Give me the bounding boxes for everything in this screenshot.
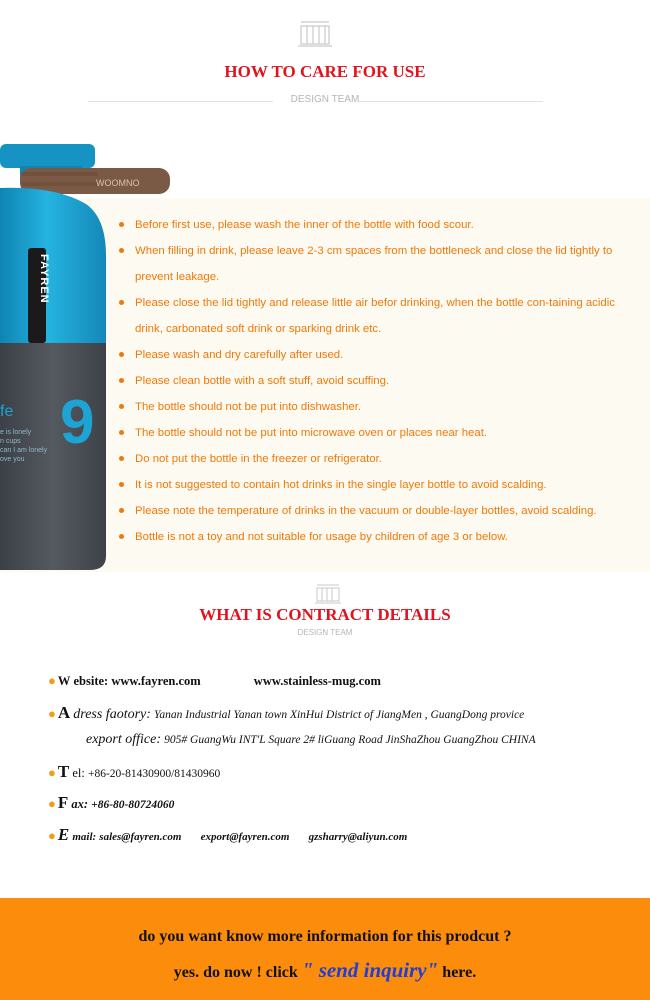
care-item: Please note the temperature of drinks in the vacuum or double-layer bottles, avoid scalding. (117, 498, 647, 524)
email-row (48, 825, 648, 845)
bullet-dot: ● (48, 706, 56, 721)
email-letter: E (57, 825, 70, 844)
fax-label: ax: (71, 797, 89, 811)
footer-banner (0, 898, 650, 1000)
body-text: fe (0, 403, 14, 420)
care-item: Please clean bottle with a soft stuff, avoid scuffing. (117, 368, 647, 394)
email-value[interactable]: export@fayren.com (200, 831, 290, 843)
care-item: It is not suggested to contain hot drinks in the single layer bottle to avoid scalding. (117, 472, 647, 498)
body-line: can I am lonely (0, 447, 48, 454)
care-item: The bottle should not be put into microwave oven or places near heat. (117, 420, 647, 446)
strap-text: WOOMNO (96, 178, 140, 188)
design-team-label: DESIGN TEAM (290, 94, 360, 105)
export-value: 905# GuangWu INT'L Square 2# liGuang Road JinShaZhou GuangZhou CHINA (164, 734, 536, 746)
email-value[interactable]: gzsharry@aliyun.com (308, 831, 408, 843)
cta-suffix: here. (442, 964, 477, 981)
address-letter: A (57, 703, 71, 722)
care-item: Please close the lid tightly and release little air befor drinking, when the bottle con-taining acidic (117, 290, 647, 316)
brand-text: FAYREN (38, 254, 50, 304)
cta-prefix: yes. do now ! click (173, 964, 298, 981)
bullet-dot: ● (48, 765, 56, 780)
care-item-continuation: drink, carbonated soft drink or sparking drink etc. (135, 323, 382, 335)
care-title: HOW TO CARE FOR USE (224, 62, 426, 81)
badge-text: 9 (60, 388, 95, 457)
fax-value: +86-80-80724060 (91, 799, 175, 811)
footer-cta (0, 958, 650, 983)
building-logo-icon (297, 18, 333, 48)
care-list (117, 212, 647, 550)
website-letter: W (57, 674, 71, 688)
care-item: When filling in drink, please leave 2-3 cm spaces from the bottleneck and close the lid tightly to (117, 238, 647, 264)
care-item: Do not put the bottle in the freezer or refrigerator. (117, 446, 647, 472)
address-label: dress faotory: (73, 707, 151, 722)
care-item-continuation: prevent leakage. (135, 271, 220, 283)
care-item: Before first use, please wash the inner of the bottle with food scour. (117, 212, 647, 238)
email-value[interactable]: sales@fayren.com (99, 831, 182, 843)
send-inquiry-link[interactable]: " send inquiry" (301, 958, 439, 982)
contact-title: WHAT IS CONTRACT DETAILS (199, 605, 451, 624)
export-office-row (86, 732, 650, 748)
fax-row (48, 793, 648, 813)
address-row (48, 703, 648, 723)
care-item: Bottle is not a toy and not suitable for usage by children of age 3 or below. (117, 524, 647, 550)
care-item: Please wash and dry carefully after used. (117, 342, 647, 368)
fax-letter: F (57, 793, 69, 812)
footer-question: do you want know more information for this prodcut ? (138, 928, 512, 945)
bullet-dot: ● (48, 796, 56, 811)
bottle-image (0, 138, 180, 578)
design-team-label: DESIGN TEAM (297, 628, 353, 637)
tel-label: el: (72, 766, 85, 780)
body-line: e is lonely (0, 429, 32, 436)
body-line: ove you (0, 456, 25, 463)
email-label: mail: (72, 831, 97, 843)
export-label: export office: (86, 732, 162, 747)
website-value[interactable]: ebsite: www.fayren.com (73, 674, 201, 688)
website-alt[interactable]: www.stainless-mug.com (253, 674, 381, 688)
bullet-dot: ● (48, 673, 56, 688)
address-value: Yanan Industrial Yanan town XinHui District of JiangMen , GuangDong provice (154, 709, 525, 721)
tel-value: +86-20-81430900/81430960 (87, 768, 221, 780)
bullet-dot: ● (48, 828, 56, 843)
tel-letter: T (57, 762, 70, 781)
website-row (48, 673, 648, 689)
body-line: n cups (0, 438, 21, 445)
building-logo-icon (314, 582, 342, 604)
tel-row (48, 762, 648, 782)
care-item: The bottle should not be put into dishwasher. (117, 394, 647, 420)
